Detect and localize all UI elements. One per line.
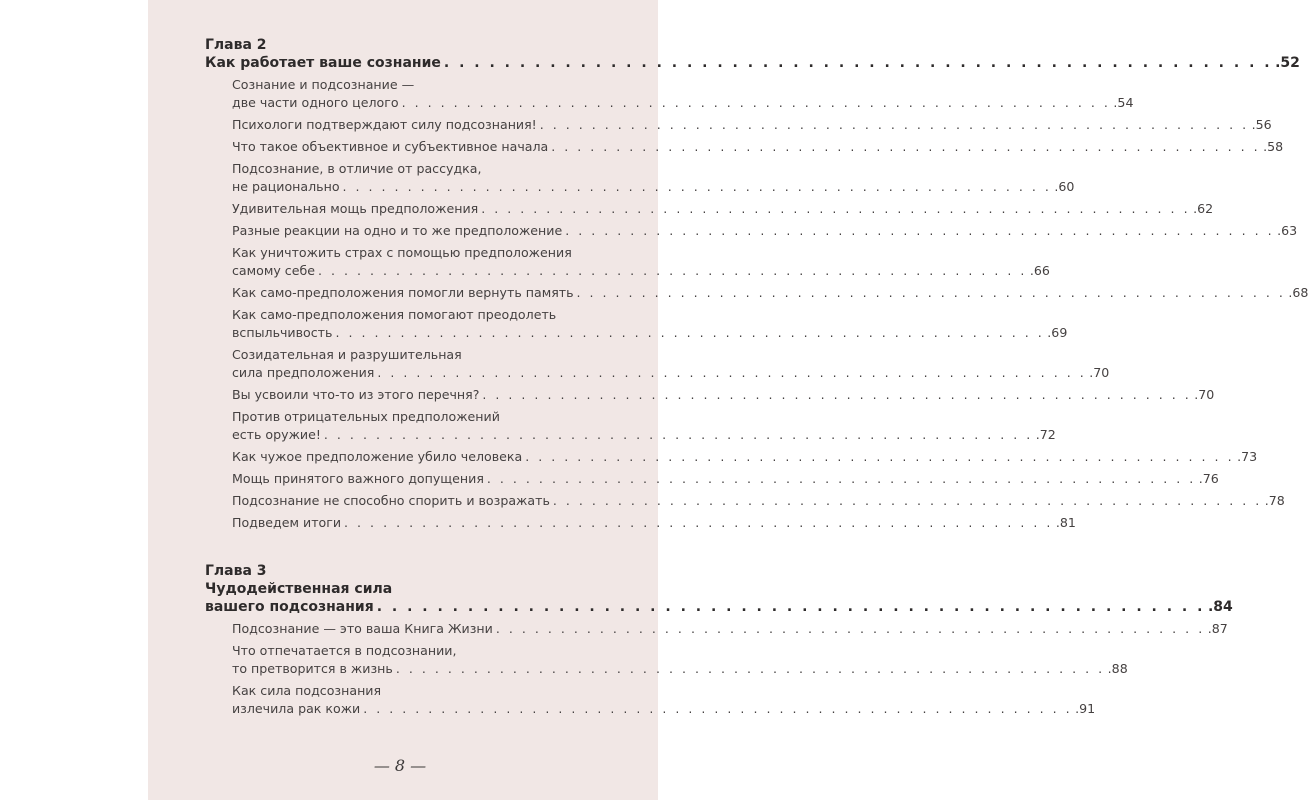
page-reference: .54: [1113, 95, 1134, 110]
page-reference: .78: [1264, 493, 1285, 508]
dot-leader: . . . . . . . . . . . . . . . . . . . . . . . . . . . . . . . . . . . . . . . . . . . . . . . . . . . . . . .: [495, 621, 1205, 636]
entry-text-line: Как само-предположения помогают преодолеть: [232, 307, 557, 322]
entry-text-line: излечила рак кожи: [232, 701, 361, 716]
dot-leader: . . . . . . . . . . . . . . . . . . . . . . . . . . . . . . . . . . . . . . . . . . . . . . . . . . . . . . .: [335, 325, 1045, 340]
entry-text-line: вспыльчивость: [232, 325, 333, 340]
entry-text-line: Подведем итоги: [232, 515, 342, 530]
entry-last-line: [205, 598, 1233, 616]
entry-text-line: Подсознание не способно спорить и возражать: [232, 493, 550, 508]
toc-entry: [232, 386, 1215, 404]
entry-last-line: [232, 492, 1285, 510]
dot-leader: . . . . . . . . . . . . . . . . . . . . . . . . . . . . . . . . . . . . . . . . . . . . . . . . . . . . . . .: [344, 515, 1053, 530]
page-reference: .68: [1288, 285, 1308, 300]
toc-entry: [232, 470, 1219, 488]
dot-leader: . . . . . . . . . . . . . . . . . . . . . . . . . . . . . . . . . . . . . . . . . . . . . . . . . . . . . . .: [401, 95, 1111, 110]
entry-last-line: [232, 386, 1215, 404]
toc-entry: [232, 492, 1285, 510]
page-reference: .69: [1047, 325, 1068, 340]
page-reference: .58: [1263, 139, 1284, 154]
dot-leader: . . . . . . . . . . . . . . . . . . . . . . . . . . . . . . . . . . . . . . . . . . . . . . . . . . . . . . .: [376, 599, 1205, 615]
toc-entry: [232, 222, 1298, 240]
dot-leader: . . . . . . . . . . . . . . . . . . . . . . . . . . . . . . . . . . . . . . . . . . . . . . . . . . . . . . .: [323, 427, 1033, 442]
entry-text-line: две части одного целого: [232, 95, 399, 110]
entry-text-line: Чудодейственная сила: [205, 581, 393, 597]
entry-text-line: Сознание и подсознание —: [232, 77, 415, 92]
dot-leader: . . . . . . . . . . . . . . . . . . . . . . . . . . . . . . . . . . . . . . . . . . . . . . . . . . . . . . .: [552, 493, 1262, 508]
chapter-title: [205, 54, 1300, 72]
chapter-label: Глава 3: [205, 563, 267, 579]
entry-text-line: не рационально: [232, 179, 340, 194]
entry-text-line: Как чужое предположение убило человека: [232, 449, 523, 464]
entry-text-line: Как само-предположения помогли вернуть память: [232, 285, 574, 300]
page-reference: .63: [1277, 223, 1298, 238]
page-reference: .70: [1194, 387, 1215, 402]
page-reference: .81: [1055, 515, 1076, 530]
entry-last-line: [232, 426, 1056, 444]
entry-text-line: Подсознание — это ваша Книга Жизни: [232, 621, 493, 636]
entry-last-line: [205, 54, 1300, 72]
entry-last-line: [232, 138, 1284, 156]
dot-leader: . . . . . . . . . . . . . . . . . . . . . . . . . . . . . . . . . . . . . . . . . . . . . . . . . . . . . . .: [539, 117, 1249, 132]
dot-leader: . . . . . . . . . . . . . . . . . . . . . . . . . . . . . . . . . . . . . . . . . . . . . . . . . . . . . . .: [443, 55, 1273, 71]
page-number: — 8 —: [373, 756, 427, 775]
entry-last-line: [232, 700, 1096, 718]
entry-text-line: Психологи подтверждают силу подсознания!: [232, 117, 537, 132]
dot-leader: . . . . . . . . . . . . . . . . . . . . . . . . . . . . . . . . . . . . . . . . . . . . . . . . . . . . . . .: [342, 179, 1052, 194]
entry-last-line: [232, 620, 1228, 638]
dot-leader: . . . . . . . . . . . . . . . . . . . . . . . . . . . . . . . . . . . . . . . . . . . . . . . . . . . . . . .: [481, 201, 1191, 216]
entry-last-line: [232, 660, 1128, 678]
dot-leader: . . . . . . . . . . . . . . . . . . . . . . . . . . . . . . . . . . . . . . . . . . . . . . . . . . . . . . .: [565, 223, 1275, 238]
chapter-section: [205, 562, 1233, 718]
page-reference: .70: [1089, 365, 1110, 380]
dot-leader: . . . . . . . . . . . . . . . . . . . . . . . . . . . . . . . . . . . . . . . . . . . . . . . . . . . . . . .: [363, 701, 1073, 716]
chapter-title: [205, 580, 1233, 616]
toc-entry: [232, 448, 1258, 466]
entry-last-line: [232, 178, 1075, 196]
entry-last-line: [232, 200, 1214, 218]
dot-leader: . . . . . . . . . . . . . . . . . . . . . . . . . . . . . . . . . . . . . . . . . . . . . . . . . . . . . . .: [377, 365, 1087, 380]
dot-leader: . . . . . . . . . . . . . . . . . . . . . . . . . . . . . . . . . . . . . . . . . . . . . . . . . . . . . . .: [525, 449, 1235, 464]
entry-text-line: Что отпечатается в подсознании,: [232, 643, 457, 658]
toc-entry: [232, 682, 1096, 718]
entry-text-line: Как сила подсознания: [232, 683, 382, 698]
entry-last-line: [232, 364, 1110, 382]
chapter-label: Глава 2: [205, 37, 267, 53]
page-reference: .88: [1107, 661, 1128, 676]
entry-last-line: [232, 262, 1050, 280]
entry-last-line: [232, 94, 1134, 112]
toc-entry: [232, 76, 1134, 112]
entry-text-line: Разные реакции на одно и то же предположение: [232, 223, 563, 238]
entry-text-line: есть оружие!: [232, 427, 321, 442]
entry-text-line: Что такое объективное и субъективное начала: [232, 139, 549, 154]
toc-entry: [232, 138, 1284, 156]
toc-entry: [232, 200, 1214, 218]
entry-last-line: [232, 514, 1076, 532]
dot-leader: . . . . . . . . . . . . . . . . . . . . . . . . . . . . . . . . . . . . . . . . . . . . . . . . . . . . . . .: [318, 263, 1027, 278]
toc-entry: [232, 620, 1228, 638]
dot-leader: . . . . . . . . . . . . . . . . . . . . . . . . . . . . . . . . . . . . . . . . . . . . . . . . . . . . . . .: [576, 285, 1286, 300]
toc-entry: [232, 244, 1050, 280]
entry-text-line: самому себе: [232, 263, 315, 278]
entry-text-line: Подсознание, в отличие от рассудка,: [232, 161, 482, 176]
toc-entry: [232, 116, 1272, 134]
dot-leader: . . . . . . . . . . . . . . . . . . . . . . . . . . . . . . . . . . . . . . . . . . . . . . . . . . . . . . .: [395, 661, 1105, 676]
entry-text-line: Созидательная и разрушительная: [232, 347, 462, 362]
entry-text-line: Удивительная мощь предположения: [232, 201, 479, 216]
toc-entry: [232, 160, 1075, 196]
entry-last-line: [232, 448, 1258, 466]
toc-entry: [232, 408, 1056, 444]
entry-text-line: вашего подсознания: [205, 599, 374, 615]
dot-leader: . . . . . . . . . . . . . . . . . . . . . . . . . . . . . . . . . . . . . . . . . . . . . . . . . . . . . . .: [551, 139, 1261, 154]
entry-last-line: [232, 116, 1272, 134]
entry-last-line: [232, 470, 1219, 488]
entry-text-line: сила предположения: [232, 365, 375, 380]
page-reference: .62: [1193, 201, 1214, 216]
page-reference: .87: [1207, 621, 1228, 636]
page-reference: .60: [1054, 179, 1075, 194]
toc-entry: [232, 642, 1128, 678]
entry-text-line: Против отрицательных предположений: [232, 409, 500, 424]
chapter-section: [205, 36, 1308, 532]
page-reference: .76: [1198, 471, 1219, 486]
page-reference: .56: [1251, 117, 1272, 132]
toc-entry: [232, 346, 1110, 382]
page-reference: .52: [1275, 55, 1300, 71]
toc-entry: [232, 514, 1076, 532]
entry-last-line: [232, 222, 1298, 240]
entry-last-line: [232, 324, 1068, 342]
entry-text-line: то претворится в жизнь: [232, 661, 393, 676]
table-of-contents: [205, 36, 1308, 748]
dot-leader: . . . . . . . . . . . . . . . . . . . . . . . . . . . . . . . . . . . . . . . . . . . . . . . . . . . . . . .: [486, 471, 1196, 486]
toc-entry: [232, 306, 1068, 342]
entry-text-line: Как работает ваше сознание: [205, 55, 441, 71]
entry-text-line: Вы усвоили что-то из этого перечня?: [232, 387, 480, 402]
page-reference: .66: [1029, 263, 1050, 278]
toc-entry: [232, 284, 1308, 302]
entry-list: [232, 76, 1308, 532]
page-reference: .72: [1035, 427, 1056, 442]
entry-last-line: [232, 284, 1308, 302]
dot-leader: . . . . . . . . . . . . . . . . . . . . . . . . . . . . . . . . . . . . . . . . . . . . . . . . . . . . . . .: [482, 387, 1192, 402]
entry-text-line: Как уничтожить страх с помощью предположения: [232, 245, 572, 260]
entry-list: [232, 620, 1228, 718]
page-reference: .91: [1075, 701, 1096, 716]
page-reference: .84: [1207, 599, 1233, 615]
entry-text-line: Мощь принятого важного допущения: [232, 471, 484, 486]
page-reference: .73: [1237, 449, 1258, 464]
